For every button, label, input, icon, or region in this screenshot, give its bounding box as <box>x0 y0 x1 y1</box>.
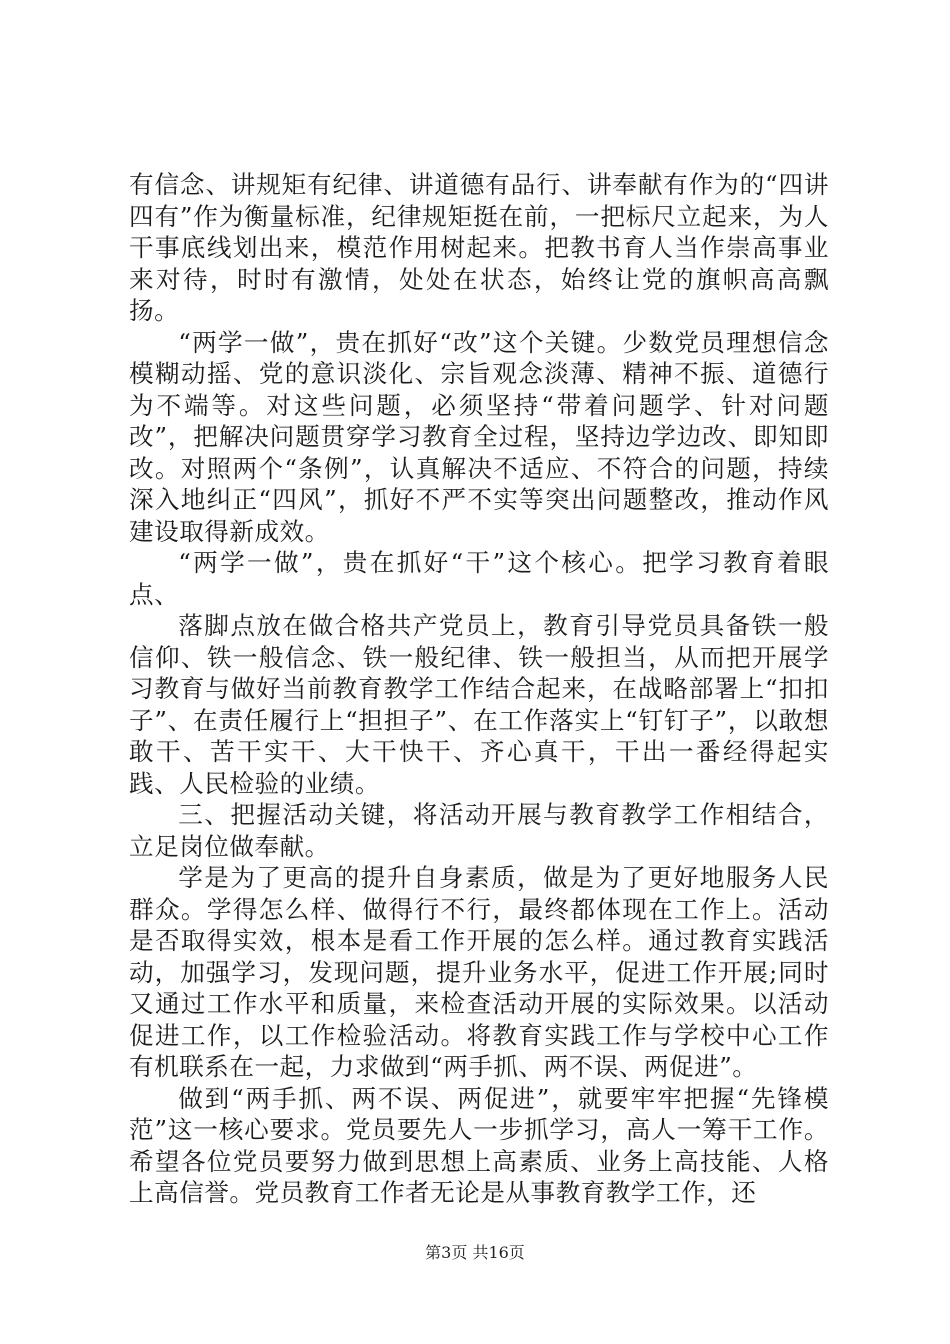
paragraph-7: 做到“两手抓、两不误、两促进”，就要牢牢把握“先锋模范”这一核心要求。党员要先人一步抓学习，高人一筹干工作。希望各位党员要努力做到思想上高素质、业务上高技能、人格上高信誉。党员教育工作者无论是从事教育教学工作，还 <box>129 1083 829 1207</box>
document-body <box>129 169 829 1209</box>
paragraph-2: “两学一做”，贵在抓好“改”这个关键。少数党员理想信念模糊动摇、党的意识淡化、宗旨观念淡薄、精神不振、道德行为不端等。对这些问题，必须坚持“带着问题学、针对问题改”，把解决问题贯穿学习教育全过程，坚持边学边改、即知即改。对照两个“条例”，认真解决不适应、不符合的问题，持续深入地纠正“四风”，抓好不严不实等突出问题整改，推动作风建设取得新成效。 <box>129 327 829 546</box>
paragraph-4: 落脚点放在做合格共产党员上，教育引导党员具备铁一般信仰、铁一般信念、铁一般纪律、铁一般担当，从而把开展学习教育与做好当前教育教学工作结合起来，在战略部署上“扣扣子”、在责任履行上“担担子”、在工作落实上“钉钉子”，以敢想敢干、苦干实干、大干快干、齐心真干，干出一番经得起实践、人民检验的业绩。 <box>129 611 829 798</box>
paragraph-3: “两学一做”，贵在抓好“干”这个核心。把学习教育着眼点、 <box>129 548 829 609</box>
paragraph-6: 学是为了更高的提升自身素质，做是为了更好地服务人民群众。学得怎么样、做得行不行，最终都体现在工作上。活动是否取得实效，根本是看工作开展的怎么样。通过教育实践活动，加强学习，发现问题，提升业务水平，促进工作开展;同时又通过工作水平和质量，来检查活动开展的实际效果。以活动促进工作，以工作检验活动。将教育实践工作与学校中心工作有机联系在一起，力求做到“两手抓、两不误、两促进”。 <box>129 863 829 1081</box>
paragraph-5: 三、把握活动关键，将活动开展与教育教学工作相结合，立足岗位做奉献。 <box>129 800 829 861</box>
paragraph-1: 有信念、讲规矩有纪律、讲道德有品行、讲奉献有作为的“四讲四有”作为衡量标准，纪律规矩挺在前，一把标尺立起来，为人干事底线划出来，模范作用树起来。把教书育人当作崇高事业来对待，时时有激情，处处在状态，始终让党的旗帜高高飘扬。 <box>129 170 829 325</box>
page-footer: 第3页 共16页 <box>425 1243 525 1262</box>
